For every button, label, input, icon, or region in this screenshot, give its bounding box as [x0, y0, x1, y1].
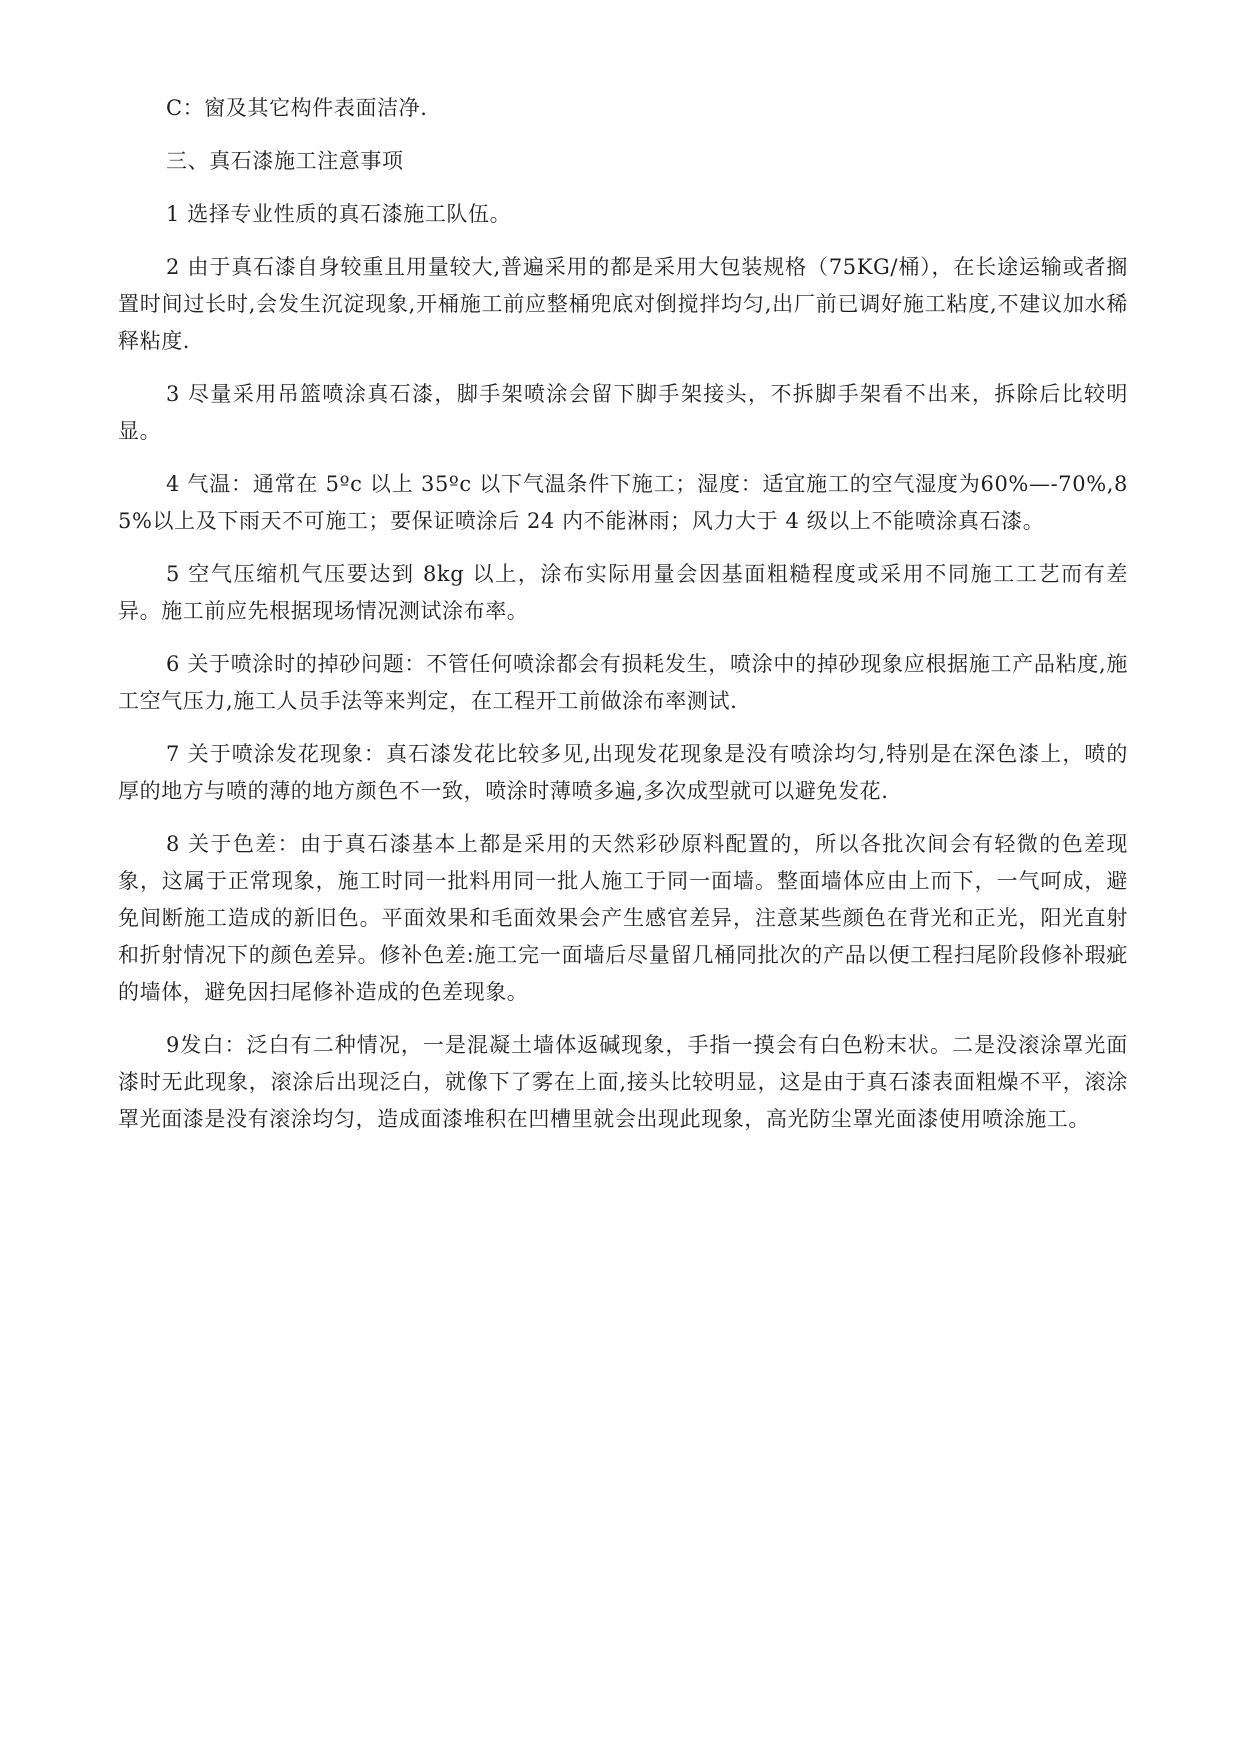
paragraph-item-3: 3 尽量采用吊篮喷涂真石漆，脚手架喷涂会留下脚手架接头，不拆脚手架看不出来，拆除后比较明显。: [118, 382, 1128, 443]
paragraph-item-9: 9发白：泛白有二种情况，一是混凝土墙体返碱现象，手指一摸会有白色粉末状。二是没滚涂罩光面漆时无此现象，滚涂后出现泛白，就像下了雾在上面,接头比较明显，这是由于真石漆表面粗燥不平，滚涂罩光面漆是没有滚涂均匀，造成面漆堆积在凹槽里就会出现此现象，高光防尘罩光面漆使用喷涂施工。: [118, 1033, 1128, 1131]
paragraph-item-2: 2 由于真石漆自身较重且用量较大,普遍采用的都是采用大包装规格（75KG/桶），在长途运输或者搁置时间过长时,会发生沉淀现象,开桶施工前应整桶兜底对倒搅拌均匀,出厂前已调好施工粘度,不建议加水稀释粘度.: [118, 255, 1128, 353]
paragraph-item-1: 1 选择专业性质的真石漆施工队伍。: [166, 202, 512, 226]
paragraph-item-5: 5 空气压缩机气压要达到 8kg 以上，涂布实际用量会因基面粗糙程度或采用不同施工工艺而有差异。施工前应先根据现场情况测试涂布率。: [118, 562, 1128, 623]
paragraph-item-6: 6 关于喷涂时的掉砂问题：不管任何喷涂都会有损耗发生，喷涂中的掉砂现象应根据施工产品粘度,施工空气压力,施工人员手法等来判定，在工程开工前做涂布率测试.: [118, 652, 1128, 713]
document-body: [118, 90, 1128, 1154]
paragraph-item-4: 4 气温：通常在 5ºc 以上 35ºc 以下气温条件下施工；湿度：适宜施工的空气湿度为60%—-70%,85%以上及下雨天不可施工；要保证喷涂后 24 内不能淋雨；风力大于 4 级以上不能喷涂真石漆。: [118, 472, 1128, 533]
paragraph-item-7: 7 关于喷涂发花现象：真石漆发花比较多见,出现发花现象是没有喷涂均匀,特别是在深色漆上，喷的厚的地方与喷的薄的地方颜色不一致，喷涂时薄喷多遍,多次成型就可以避免发花.: [118, 742, 1128, 803]
paragraph-item-8: 8 关于色差：由于真石漆基本上都是采用的天然彩砂原料配置的，所以各批次间会有轻微的色差现象，这属于正常现象，施工时同一批料用同一批人施工于同一面墙。整面墙体应由上而下，一气呵成，避免间断施工造成的新旧色。平面效果和毛面效果会产生感官差异，注意某些颜色在背光和正光，阳光直射和折射情况下的颜色差异。修补色差:施工完一面墙后尽量留几桶同批次的产品以便工程扫尾阶段修补瑕疵的墙体，避免因扫尾修补造成的色差现象。: [118, 832, 1128, 1004]
paragraph-window-clean: C：窗及其它构件表面洁净.: [166, 96, 428, 120]
section-heading-precautions: 三、真石漆施工注意事项: [166, 149, 404, 173]
